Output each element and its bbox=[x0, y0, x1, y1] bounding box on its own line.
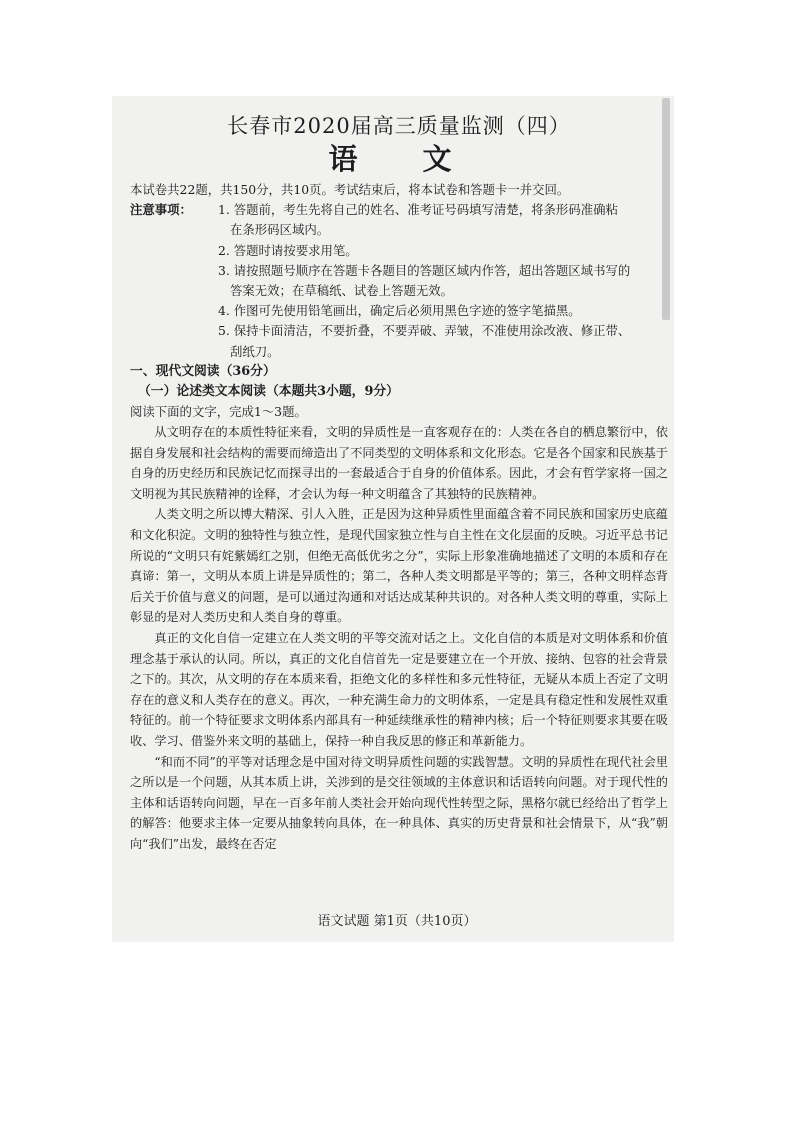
intro-text: 本试卷共22题，共150分，共10页。考试结束后，将本试卷和答题卡一并交回。 bbox=[130, 182, 570, 197]
passage-paragraph: 人类文明之所以博大精深、引人入胜，正是因为这种异质性里面蕴含着不同民族和国家历史底蕴和文化积淀。文明的独特性与独立性，是现代国家独立性与自主性在文化层面的反映。习近平总书记所说的“文明只有姹紫嫣红之别，但绝无高低优劣之分”，实际上形象准确地描述了文明的本质和存在真谛：第一，文明从本质上讲是异质性的；第二，各种人类文明都是平等的；第三，各种文明样态背后关于价值与意义的问题，是可以通过沟通和对话达成某种共识的。对各种人类文明的尊重，实际上彰显的是对人类历史和人类自身的尊重。 bbox=[130, 507, 668, 625]
passage-paragraph: 从文明存在的本质性特征来看，文明的异质性是一直客观存在的：人类在各自的栖息繁衍中，依据自身发展和社会结构的需要而缔造出了不同类型的文明体系和文化形态。它是各个国家和民族基于自身的历史经历和民族记忆而探寻出的一套最适合于自身的价值体系。因此，才会有哲学家将一国之文明视为其民族精神的诠释，才会认为每一种文明蕴含了其独特的民族精神。 bbox=[130, 425, 668, 501]
reading-passage bbox=[130, 422, 668, 854]
reading-instruction: 阅读下面的文字，完成1～3题。 bbox=[130, 403, 307, 419]
note-1 bbox=[130, 200, 668, 220]
exam-page bbox=[130, 112, 668, 855]
note-1-line-2: 在条形码区域内。 bbox=[230, 222, 330, 238]
section-heading: 一、现代文阅读（36分） bbox=[130, 363, 276, 379]
exam-title: 长春市2020届高三质量监测（四） bbox=[227, 114, 571, 138]
page-footer: 语文试题 第1页（共10页） bbox=[317, 914, 477, 929]
subsection-heading: （一）论述类文本阅读（本题共3小题，9分） bbox=[138, 383, 399, 399]
note-3-line-2: 答案无效；在草稿纸、试卷上答题无效。 bbox=[230, 283, 454, 299]
passage-paragraph: “和而不同”的平等对话理念是中国对待文明异质性问题的实践智慧。文明的异质性在现代社会里之所以是一个问题，从其本质上讲，关涉到的是交往领域的主体意识和话语转向问题。对于现代性的主体和话语转向问题，早在一百多年前人类社会开始向现代性转型之际，黑格尔就已经给出了哲学上的解答：他要求主体一定要从抽象转向具体，在一种具体、真实的历史背景和社会情景下，从“我”朝向“我们”出发，最终在否定 bbox=[130, 754, 668, 851]
note-3-line-1: 3. 请按照题号顺序在答题卡各题目的答题区域内作答，超出答题区域书写的 bbox=[218, 262, 631, 278]
note-5-line-2: 刮纸刀。 bbox=[230, 343, 280, 359]
note-5-line-1: 5. 保持卡面清洁，不要折叠，不要弄破、弄皱，不准使用涂改液、修正带、 bbox=[218, 323, 631, 339]
notes-label: 注意事项： bbox=[130, 202, 192, 218]
subject-title: 语 文 bbox=[328, 142, 470, 176]
note-4: 4. 作图可先使用铅笔画出，确定后必须用黑色字迹的签字笔描黑。 bbox=[218, 303, 581, 319]
passage-paragraph: 真正的文化自信一定建立在人类文明的平等交流对话之上。文化自信的本质是对文明体系和价值理念基于承认的认同。所以，真正的文化自信首先一定是要建立在一个开放、接纳、包容的社会背景之下的。其次，从文明的存在本质来看，拒绝文化的多样性和多元性特征，无疑从本质上否定了文明存在的意义和人类存在的意义。再次，一种充满生命力的文明体系，一定是具有稳定性和发展性双重特征的。前一个特征要求文明体系内部具有一种延续继承性的精神内核；后一个特征则要求其要在吸收、学习、借鉴外来文明的基础上，保持一种自我反思的修正和革新能力。 bbox=[130, 630, 668, 748]
note-2: 2. 答题时请按要求用笔。 bbox=[218, 242, 358, 258]
note-1-line-1: 1. 答题前，考生先将自己的姓名、准考证号码填写清楚，将条形码准确粘 bbox=[218, 202, 618, 218]
